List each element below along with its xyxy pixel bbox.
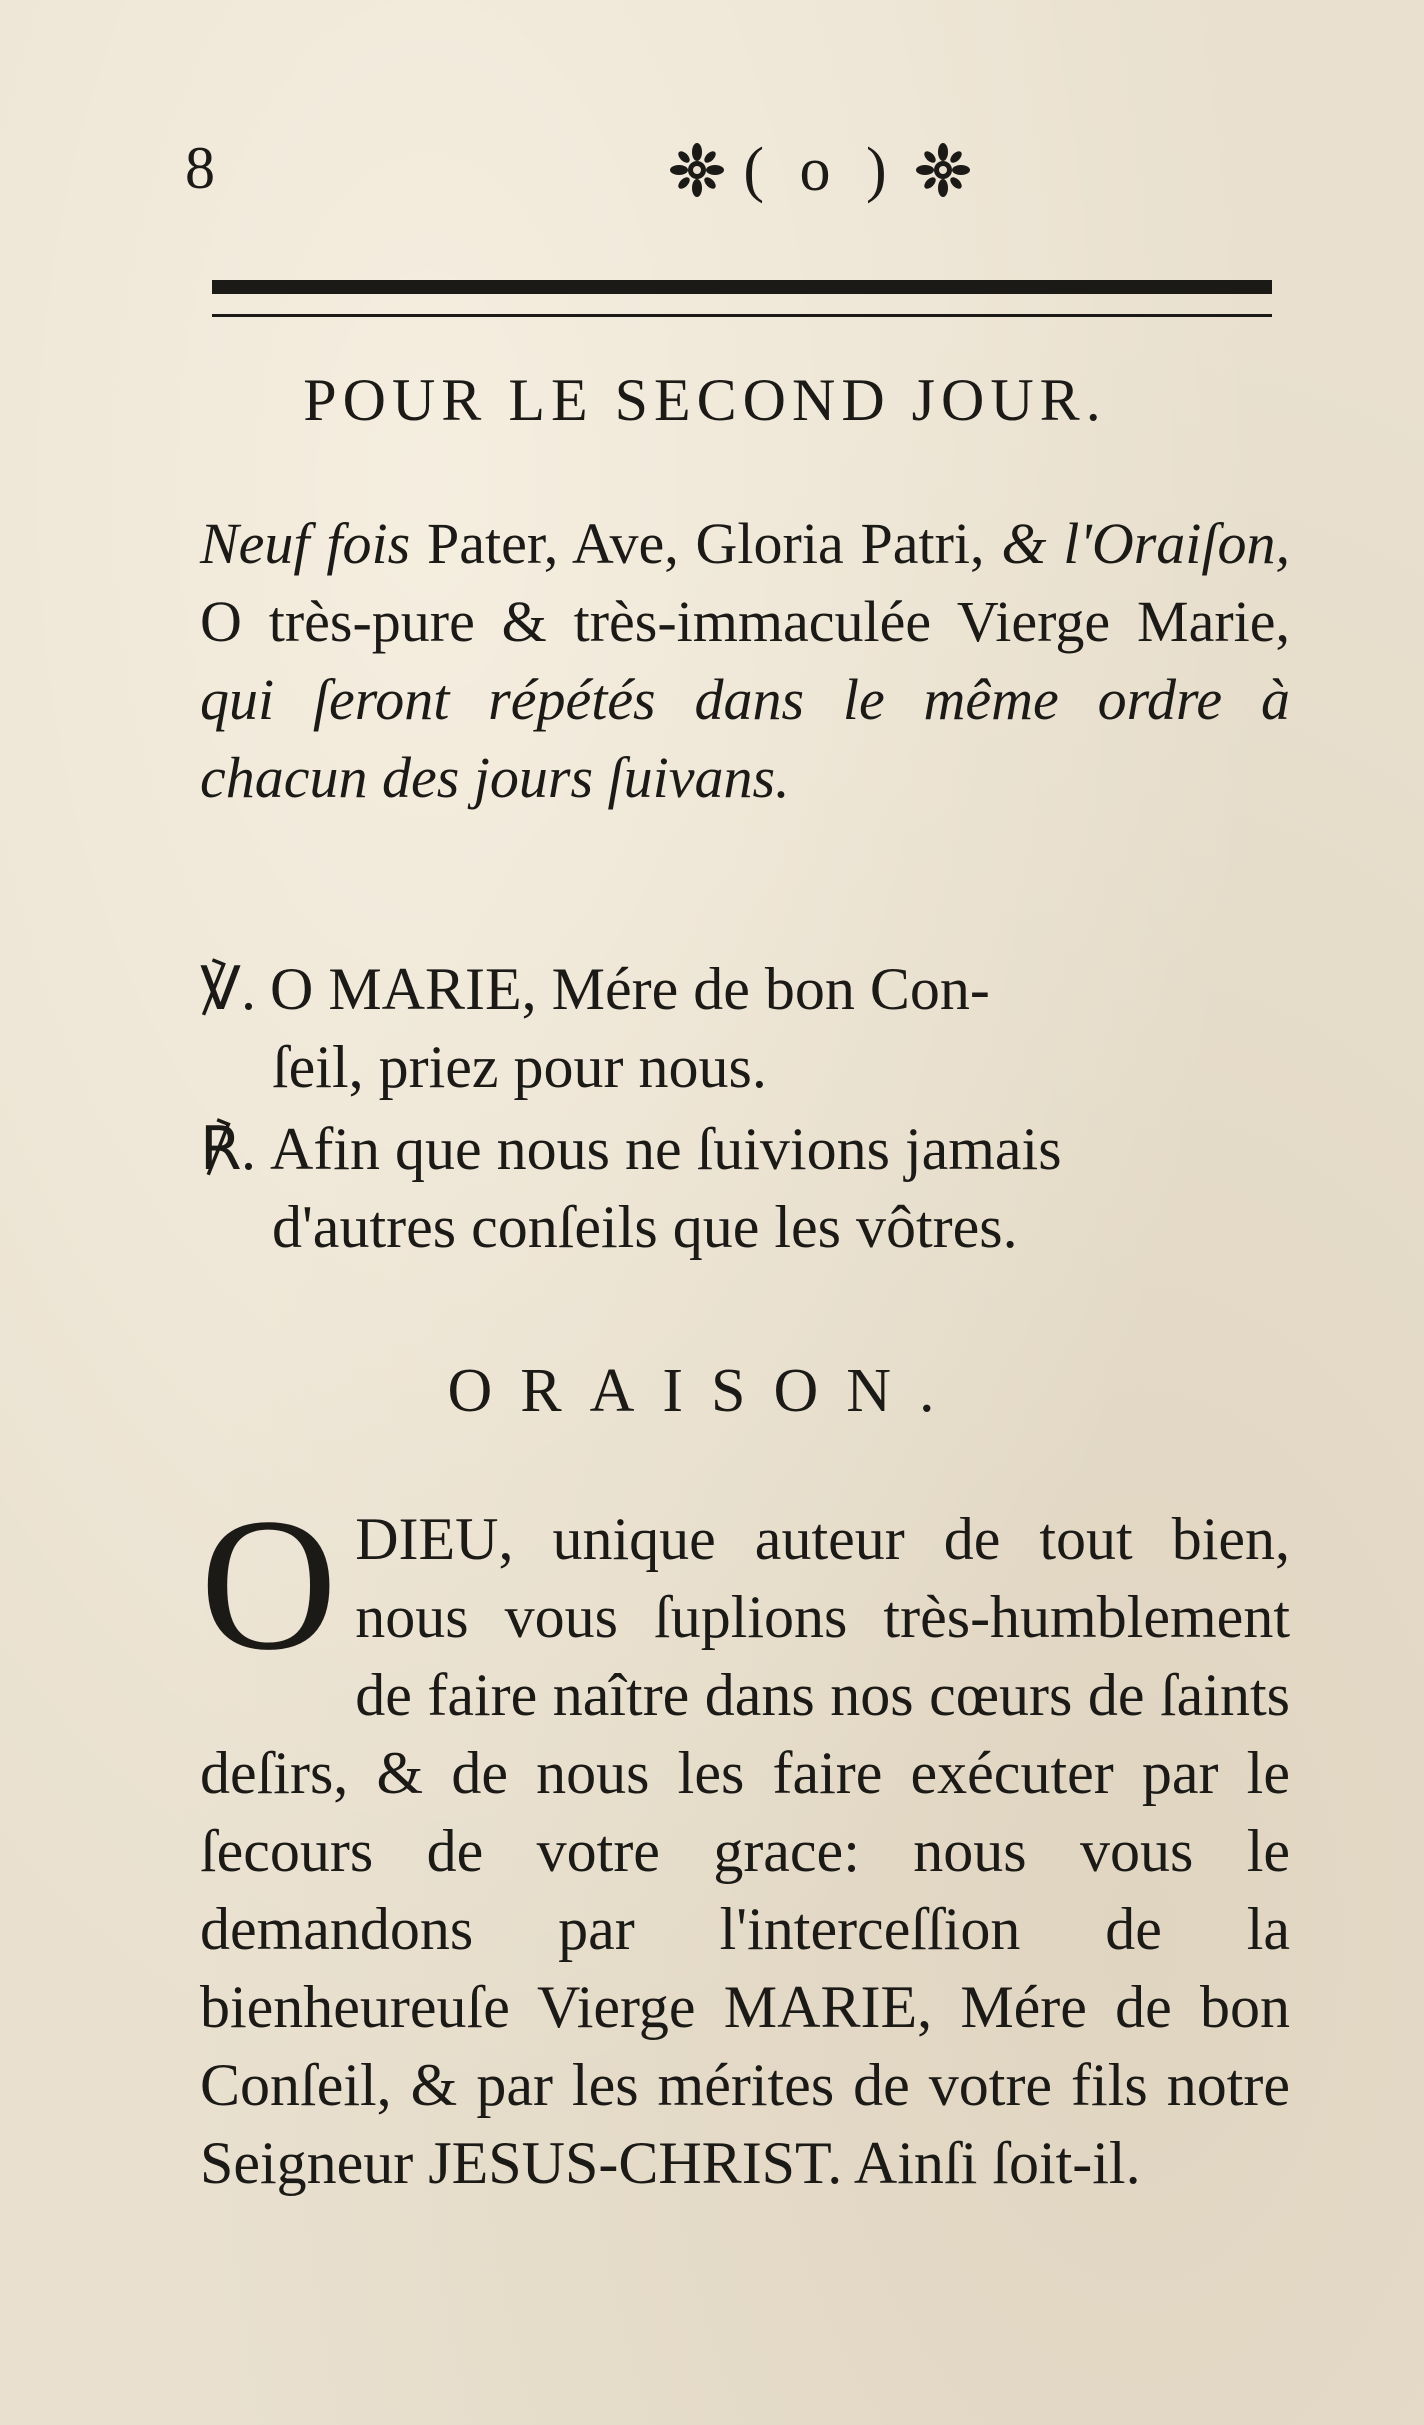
versicle bbox=[200, 950, 1290, 1106]
intro-part-7: qui ſeront répétés dans le même ordre à chacun des jours ſuivans. bbox=[200, 667, 1290, 810]
versicle-text-2: ſeil, priez pour nous. bbox=[272, 1034, 767, 1100]
intro-paragraph bbox=[200, 505, 1290, 817]
response-text-1: Afin que nous ne ſuivions jamais bbox=[270, 1116, 1062, 1182]
page-number: 8 bbox=[185, 135, 215, 201]
header-rule-thin bbox=[212, 314, 1272, 317]
prayer-paragraph bbox=[200, 1480, 1290, 2202]
floral-ornament-right-icon bbox=[915, 142, 971, 198]
floral-ornament-left-icon bbox=[669, 142, 725, 198]
versicle-symbol: ℣. bbox=[200, 956, 257, 1022]
response bbox=[200, 1110, 1290, 1266]
prayer-text: DIEU, unique auteur de tout bien, nous vous ſuplions très-humblement de faire naître dans nos cœurs de ſaints deſirs, & de nous les faire exécuter par le ſecours de votre grace: nous vous le demandons par l'interceſſion de la bienheureuſe Vierge MARIE, Mére de bon Conſeil, & par les mérites de votre fils notre Seigneur JESUS-CHRIST. Ainſi ſoit-il. bbox=[200, 1506, 1290, 2196]
header-rule-thick bbox=[212, 280, 1272, 294]
ornament-text: ( o ) bbox=[743, 136, 897, 204]
intro-part-4 bbox=[1046, 511, 1063, 576]
oraison-title: ORAISON. bbox=[447, 1357, 963, 1425]
page-header bbox=[185, 130, 1280, 210]
intro-part-3: & bbox=[1001, 511, 1047, 576]
intro-part-2: Pater, Ave, Gloria Patri, bbox=[410, 511, 1002, 576]
intro-part-6: O très-pure & très-immaculée Vierge Marie, bbox=[200, 589, 1290, 654]
response-symbol: ℟. bbox=[200, 1116, 257, 1182]
versicle-text-1: O MARIE, Mére de bon Con- bbox=[270, 956, 990, 1022]
response-line-1 bbox=[200, 1110, 1290, 1188]
intro-part-5: l'Oraiſon, bbox=[1063, 511, 1291, 576]
drop-cap: O bbox=[200, 1480, 338, 1690]
intro-part-1: Neuf fois bbox=[200, 511, 411, 576]
section-heading: POUR LE SECOND JOUR. bbox=[303, 367, 1107, 433]
versicle-line-1 bbox=[200, 950, 1290, 1028]
header-ornament bbox=[525, 130, 1115, 210]
response-text-2: d'autres conſeils que les vôtres. bbox=[272, 1194, 1018, 1260]
